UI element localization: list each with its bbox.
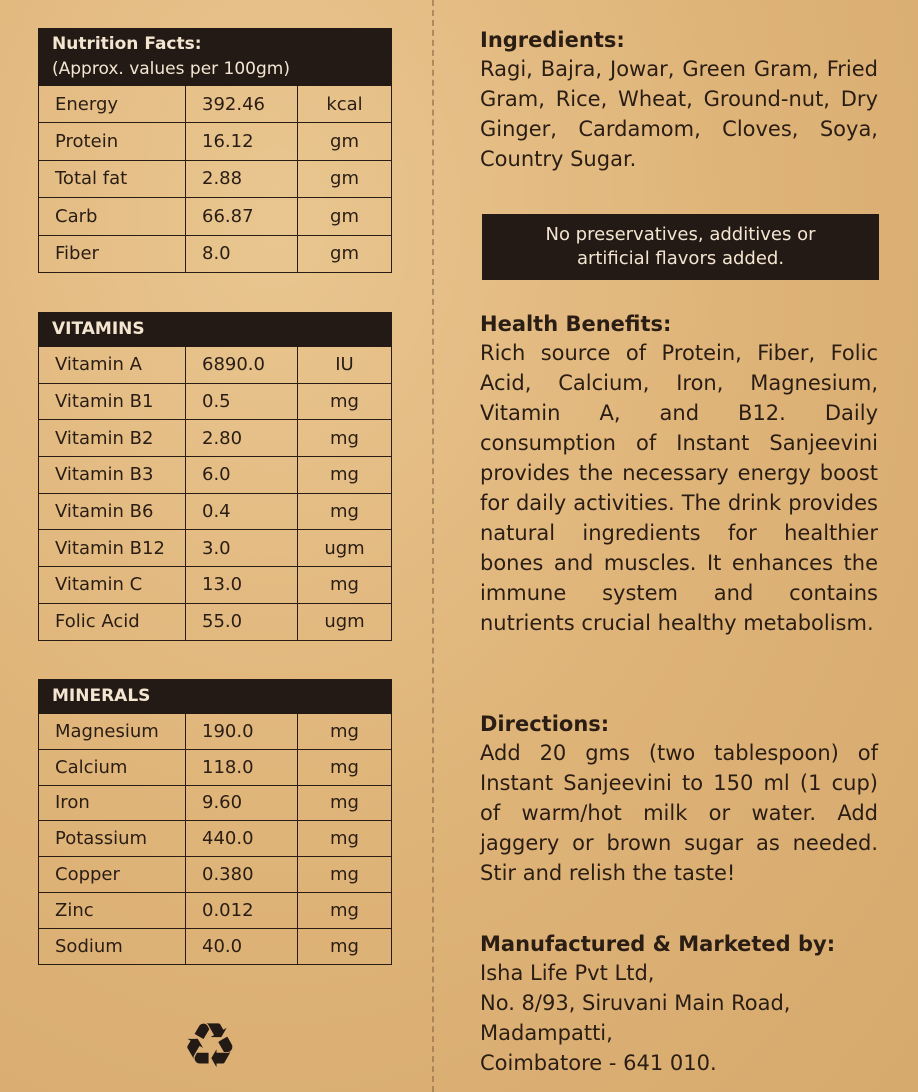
recycle-icon: ♻ [182, 1009, 238, 1082]
address-line: Isha Life Pvt Ltd, [480, 961, 655, 985]
ingredients-section [480, 28, 878, 174]
nutrient-unit: mg [330, 756, 359, 778]
nutrient-name: Folic Acid [39, 604, 186, 640]
nutrient-unit: mg [330, 574, 359, 596]
nutrient-value: 0.012 [186, 893, 298, 928]
nutrient-value: 440.0 [186, 821, 298, 856]
table-row [38, 457, 392, 494]
directions-text: Add 20 gms (two tablespoon) of Instant Sanjeevini to 150 ml (1 cup) of warm/hot milk or water. Add jaggery or brown sugar as needed. Stir and relish the taste! [480, 741, 878, 885]
nutrient-value: 3.0 [186, 530, 298, 566]
nutrient-name: Zinc [39, 893, 186, 928]
table-row [38, 893, 392, 929]
nutrient-value: 40.0 [186, 929, 298, 964]
nutrient-value: 190.0 [186, 714, 298, 749]
nutrient-name: Iron [39, 786, 186, 821]
nutrient-unit: mg [330, 935, 359, 957]
nutrient-name: Fiber [39, 236, 186, 272]
nutrient-value: 6.0 [186, 457, 298, 493]
nutrient-name: Vitamin A [39, 347, 186, 383]
table-subtitle: (Approx. values per 100gm) [52, 59, 290, 79]
nutrient-value: 0.5 [186, 384, 298, 420]
nutrient-unit: kcal [326, 93, 363, 115]
section-title: Manufactured & Marketed by: [480, 932, 836, 956]
section-title: Directions: [480, 712, 610, 736]
nutrient-name: Total fat [39, 161, 186, 197]
nutrient-unit: ugm [324, 611, 365, 633]
health-benefits-section [480, 312, 878, 638]
table-row [38, 161, 392, 198]
nutrient-name: Copper [39, 857, 186, 892]
table-row [38, 530, 392, 567]
nutrient-unit: mg [330, 464, 359, 486]
nutrient-unit: mg [330, 427, 359, 449]
nutrient-name: Magnesium [39, 714, 186, 749]
nutrient-name: Vitamin B12 [39, 530, 186, 566]
address-line: Madampatti, [480, 1021, 613, 1045]
directions-section [480, 712, 878, 888]
health-benefits-text: Rich source of Protein, Fiber, Folic Acid, Calcium, Iron, Magnesium, Vitamin A, and B12. Daily consumption of Instant Sanjeevini provides the necessary energy boost for daily activities. The drink provides natural ingredients for healthier bones and muscles. It enhances the immune system and contains nutrients crucial healthy metabolism. [480, 341, 878, 635]
manufacturer-section [480, 932, 878, 1078]
table-row [38, 604, 392, 641]
nutrient-name: Vitamin B3 [39, 457, 186, 493]
nutrient-unit: IU [335, 354, 354, 376]
section-title: Health Benefits: [480, 312, 672, 336]
nutrition-facts-table [38, 28, 392, 273]
nutrient-value: 0.380 [186, 857, 298, 892]
vitamins-table [38, 312, 392, 641]
table-row [38, 750, 392, 786]
table-row [38, 86, 392, 123]
nutrient-unit: mg [330, 720, 359, 742]
minerals-table [38, 679, 392, 965]
section-title: Ingredients: [480, 28, 625, 52]
nutrient-value: 2.88 [186, 161, 298, 197]
nutrient-unit: mg [330, 501, 359, 523]
nutrient-value: 55.0 [186, 604, 298, 640]
table-row [38, 786, 392, 822]
table-title: Nutrition Facts: [52, 34, 202, 54]
table-row [38, 236, 392, 273]
table-row [38, 567, 392, 604]
nutrient-unit: mg [330, 391, 359, 413]
nutrient-value: 9.60 [186, 786, 298, 821]
nutrient-value: 8.0 [186, 236, 298, 272]
nutrient-name: Carb [39, 198, 186, 234]
no-preservatives-banner: No preservatives, additives or artificial flavors added. [482, 214, 879, 280]
nutrient-value: 2.80 [186, 420, 298, 456]
nutrient-name: Protein [39, 123, 186, 159]
nutrient-name: Vitamin C [39, 567, 186, 603]
nutrient-unit: mg [330, 864, 359, 886]
nutrient-value: 16.12 [186, 123, 298, 159]
fold-divider [432, 0, 434, 1092]
nutrient-value: 0.4 [186, 494, 298, 530]
nutrient-name: Potassium [39, 821, 186, 856]
address-line: No. 8/93, Siruvani Main Road, [480, 991, 791, 1015]
table-header: VITAMINS [38, 312, 392, 347]
nutrient-value: 392.46 [186, 86, 298, 122]
table-row [38, 494, 392, 531]
nutrient-name: Vitamin B6 [39, 494, 186, 530]
nutrient-name: Energy [39, 86, 186, 122]
nutrient-unit: ugm [324, 537, 365, 559]
table-header: MINERALS [38, 679, 392, 714]
ingredients-text: Ragi, Bajra, Jowar, Green Gram, Fried Gram, Rice, Wheat, Ground-nut, Dry Ginger, Cardamom, Cloves, Soya, Country Sugar. [480, 57, 878, 171]
table-row [38, 821, 392, 857]
table-row [38, 123, 392, 160]
nutrient-unit: gm [330, 168, 359, 190]
table-row [38, 420, 392, 457]
nutrient-name: Calcium [39, 750, 186, 785]
table-row [38, 929, 392, 965]
nutrient-value: 118.0 [186, 750, 298, 785]
nutrient-value: 66.87 [186, 198, 298, 234]
address-line: Coimbatore - 641 010. [480, 1051, 717, 1075]
table-row [38, 857, 392, 893]
nutrient-value: 13.0 [186, 567, 298, 603]
nutrient-name: Vitamin B2 [39, 420, 186, 456]
table-row [38, 198, 392, 235]
table-header [38, 28, 392, 86]
nutrient-unit: mg [330, 899, 359, 921]
nutrient-name: Sodium [39, 929, 186, 964]
nutrient-unit: gm [330, 205, 359, 227]
nutrient-unit: mg [330, 792, 359, 814]
nutrient-unit: gm [330, 243, 359, 265]
nutrient-unit: mg [330, 828, 359, 850]
nutrient-value: 6890.0 [186, 347, 298, 383]
table-row [38, 714, 392, 750]
table-row [38, 384, 392, 421]
table-row [38, 347, 392, 384]
nutrient-name: Vitamin B1 [39, 384, 186, 420]
nutrient-unit: gm [330, 131, 359, 153]
